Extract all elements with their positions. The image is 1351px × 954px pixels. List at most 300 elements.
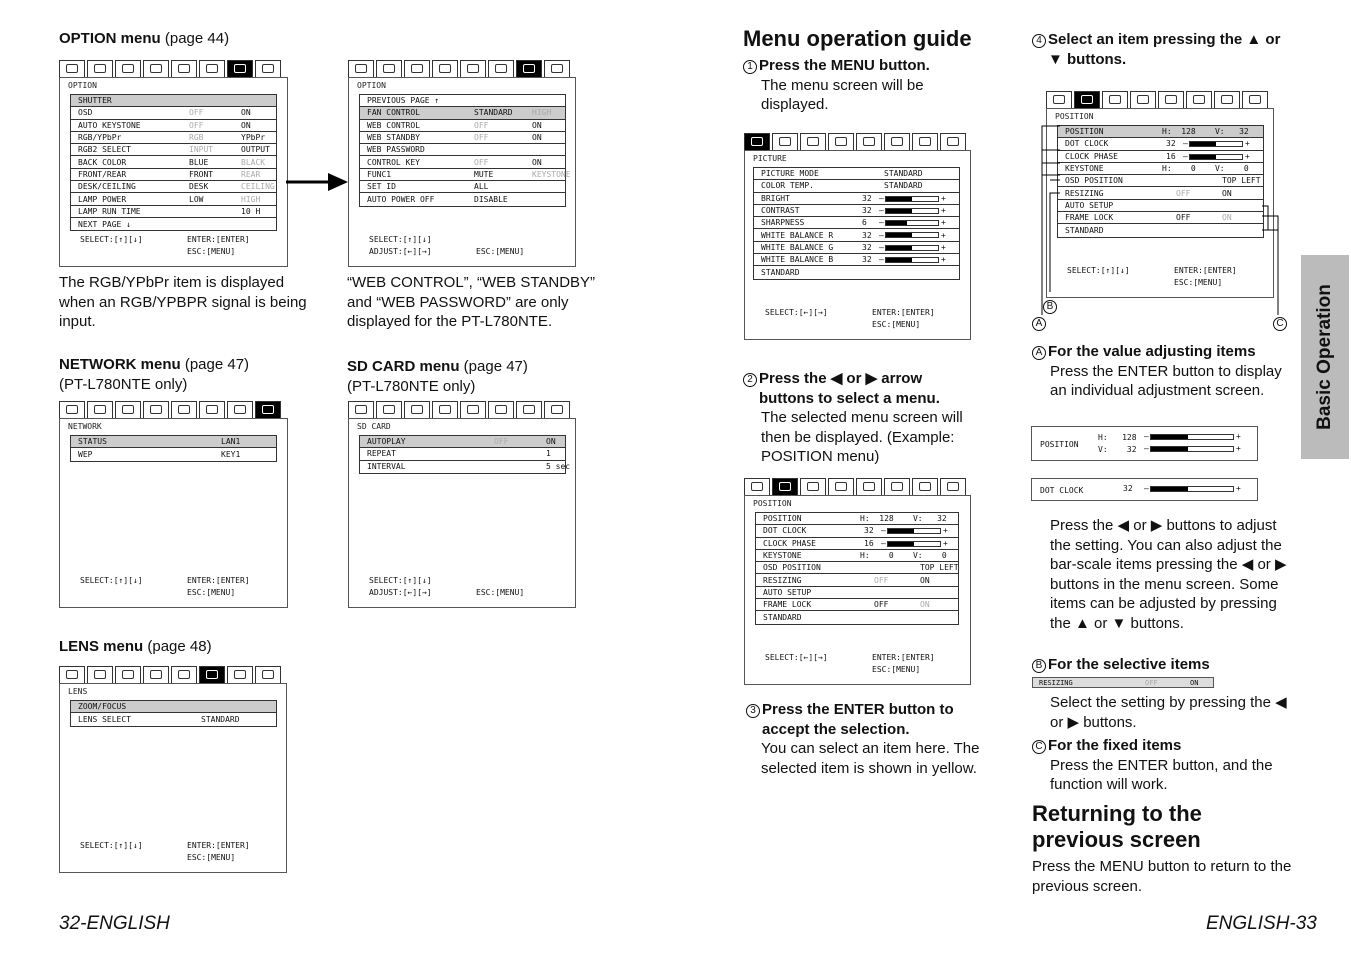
menu-title: OPTION <box>68 81 97 90</box>
bar-scale <box>887 541 941 547</box>
menu-row-label: LAMP RUN TIME <box>78 206 141 216</box>
plus-icon: + <box>1245 139 1250 149</box>
menu-row-label: DOT CLOCK <box>1065 139 1109 149</box>
menu-row-option-a: STANDARD <box>474 108 513 118</box>
menu-row-label: POSITION <box>763 514 802 524</box>
menu-footer-enter: ENTER:[ENTER] ESC:[MENU] <box>1174 266 1237 287</box>
network-menu-screen <box>59 401 288 608</box>
menu-row-label: AUTO SETUP <box>763 587 812 597</box>
menu-tab-icon <box>404 60 430 77</box>
menu-item-table <box>359 94 571 207</box>
menu-tab-icon <box>255 60 281 77</box>
menu-row <box>360 448 565 460</box>
bar-scale <box>885 196 939 202</box>
menu-footer-enter: ENTER:[ENTER] ESC:[MENU] <box>872 653 935 674</box>
plus-icon: + <box>941 193 946 203</box>
menu-tab-icon <box>940 478 966 495</box>
menu-row-option-a: OFF <box>189 108 204 118</box>
menu-row-option-b: STANDARD <box>884 181 923 191</box>
menu-item-table <box>70 94 277 231</box>
menu-row <box>360 461 571 473</box>
plus-icon: + <box>941 218 946 228</box>
menu-row-option-a: RGB <box>189 133 204 143</box>
menu-row <box>71 169 276 181</box>
menu-row <box>360 120 565 132</box>
menu-row-option-b: 1 <box>546 449 551 459</box>
menu-row-label: FRAME LOCK <box>1065 213 1114 223</box>
menu-row-label: CONTROL KEY <box>367 157 420 167</box>
step-1: 1 Press the MENU button. The menu screen will be displayed. <box>743 56 963 115</box>
menu-row <box>71 206 276 218</box>
menu-row <box>360 436 565 448</box>
menu-footer-select: SELECT:[↑][↓] <box>1067 266 1130 275</box>
menu-row-option-b: ON <box>241 120 251 130</box>
page-number-right: ENGLISH-33 <box>1206 913 1317 934</box>
menu-row-label: PICTURE MODE <box>761 169 819 179</box>
menu-tab-icon <box>772 133 798 150</box>
menu-row <box>360 181 565 193</box>
menu-row <box>754 217 959 229</box>
menu-item-table <box>755 512 959 625</box>
menu-row <box>360 193 565 205</box>
minus-icon: – <box>879 206 884 216</box>
bar-scale <box>885 220 939 226</box>
menu-tab-icon <box>199 666 225 683</box>
menu-tab-icon <box>800 133 826 150</box>
menu-row-label: AUTO POWER OFF <box>367 195 435 205</box>
menu-tab-icon <box>143 60 169 77</box>
menu-row <box>71 436 276 448</box>
bar-scale <box>885 245 939 251</box>
menu-row-option-a: OFF <box>474 157 489 167</box>
menu-tab-icon <box>59 60 85 77</box>
menu-row-hv: H: 128 V: 32 <box>1162 127 1249 137</box>
menu-row-option-b: BLACK <box>241 157 266 167</box>
menu-row-option-a: OFF <box>494 437 509 447</box>
sdcard-menu-screen <box>348 401 576 608</box>
menu-tab-icon <box>1214 91 1240 108</box>
plus-icon: + <box>941 206 946 216</box>
menu-row-label: AUTO KEYSTONE <box>78 120 141 130</box>
menu-row-label: AUTO SETUP <box>1065 200 1114 210</box>
menu-row-option-a: OFF <box>474 120 489 130</box>
menu-row-value: 32 <box>862 206 872 216</box>
menu-operation-heading: Menu operation guide <box>743 26 972 51</box>
sdcard-menu-caption: SD CARD menu (page 47) (PT-L780NTE only) <box>347 358 528 395</box>
menu-tab-icon <box>432 60 458 77</box>
position-adjust-box: POSITION H: 128 V: 32 – + – + <box>1031 426 1258 461</box>
menu-row-option-b: ON <box>532 133 542 143</box>
menu-row <box>756 513 958 525</box>
menu-row-option-a: BLUE <box>189 157 209 167</box>
plus-icon: + <box>943 526 948 536</box>
menu-tab-icon <box>199 60 225 77</box>
menu-tab-icon <box>516 60 542 77</box>
picture-menu-screen <box>744 133 971 340</box>
arrow-right-icon <box>286 170 348 194</box>
menu-row <box>71 120 276 132</box>
menu-title: POSITION <box>753 499 792 508</box>
menu-row-option-b: STANDARD <box>884 169 923 179</box>
menu-tab-icon <box>404 401 430 418</box>
menu-row-label: INTERVAL <box>367 462 406 472</box>
menu-tab-icon <box>800 478 826 495</box>
menu-row-label: REPEAT <box>367 449 396 459</box>
menu-row-option-a: OFF <box>874 600 889 610</box>
adjust-description: Press the ◀ or ▶ buttons to adjust the setting. You can also adjust the bar-scale items pressing the ◀ or ▶ buttons in the menu screen. Some items can be adjusted by pressing the ▲ or ▼ buttons. <box>1050 517 1287 632</box>
menu-tab-icon <box>884 133 910 150</box>
menu-tab-icon <box>1102 91 1128 108</box>
menu-footer-enter: ENTER:[ENTER] ESC:[MENU] <box>872 308 935 329</box>
menu-row-option-a: OFF <box>474 133 489 143</box>
menu-row <box>71 193 276 205</box>
menu-row-label: RESIZING <box>763 575 802 585</box>
menu-row-option-a: LOW <box>189 194 204 204</box>
menu-row-option-a: OFF <box>1176 213 1191 223</box>
menu-row-label: KEYSTONE <box>763 551 802 561</box>
minus-icon: – <box>879 193 884 203</box>
dot-clock-adjust-box: DOT CLOCK 32 – + <box>1031 478 1258 501</box>
menu-footer-enter: ESC:[MENU] <box>476 247 525 256</box>
menu-row-option-b: ON <box>546 437 556 447</box>
menu-row-option-a: MUTE <box>474 169 494 179</box>
menu-tab-icon <box>115 666 141 683</box>
menu-row <box>71 448 276 460</box>
bar-scale <box>885 232 939 238</box>
menu-row <box>756 538 958 550</box>
menu-row-option-a: OFF <box>1176 188 1191 198</box>
item-type-brackets <box>1030 120 1292 335</box>
menu-row-label: WHITE BALANCE R <box>761 230 834 240</box>
menu-tab-icon <box>828 478 854 495</box>
menu-footer-select: SELECT:[↑][↓] <box>80 235 143 244</box>
menu-row-label: ZOOM/FOCUS <box>78 702 127 712</box>
menu-row-value: 32 <box>1166 139 1176 149</box>
menu-tab-icon <box>348 60 374 77</box>
menu-row-label: NEXT PAGE ↓ <box>78 219 131 229</box>
menu-row <box>360 156 565 168</box>
lens-menu-screen <box>59 666 287 873</box>
menu-tab-icon <box>488 401 514 418</box>
menu-row-option-b: HIGH <box>532 108 552 118</box>
menu-row-label: WEB CONTROL <box>367 120 420 130</box>
network-menu-caption: NETWORK menu (page 47) (PT-L780NTE only) <box>59 356 250 393</box>
menu-row <box>756 587 958 599</box>
basic-operation-tab: Basic Operation <box>1301 255 1349 459</box>
menu-tab-icon <box>744 478 770 495</box>
menu-row-label: FRONT/REAR <box>78 169 127 179</box>
menu-row-label: SHUTTER <box>78 96 112 106</box>
menu-tab-icon <box>912 478 938 495</box>
menu-row-option-b: ON <box>920 575 930 585</box>
resizing-example: RESIZING OFF ON <box>1032 677 1214 688</box>
menu-footer-select: SELECT:[↑][↓] <box>80 576 143 585</box>
step-4: 4 Select an item pressing the ▲ or ▼ buttons. <box>1032 30 1287 69</box>
option-menu-screen-1 <box>59 60 288 267</box>
menu-item-table <box>70 435 277 462</box>
menu-row-option-b: LAN1 <box>221 437 241 447</box>
menu-tab-icon <box>940 133 966 150</box>
menu-row-value: 6 <box>862 218 867 228</box>
option-menu-caption: OPTION menu (page 44) <box>59 30 230 47</box>
menu-row-label: OSD POSITION <box>1065 176 1123 186</box>
menu-row-label: STANDARD <box>1065 226 1104 236</box>
menu-tabs <box>744 478 968 495</box>
marker-c: C <box>1273 317 1287 331</box>
menu-frame <box>59 418 288 608</box>
selective-items-heading: B For the selective items <box>1032 655 1210 675</box>
menu-row-label: SET ID <box>367 182 396 192</box>
menu-tab-icon <box>199 401 225 418</box>
menu-row-label: WHITE BALANCE G <box>761 242 834 252</box>
menu-row-option-a: DISABLE <box>474 195 508 205</box>
menu-row <box>754 266 959 278</box>
menu-tab-icon <box>744 133 770 150</box>
menu-tabs <box>59 666 283 683</box>
menu-row-label: BACK COLOR <box>78 157 127 167</box>
menu-row-option-a: FRONT <box>189 169 214 179</box>
menu-footer-enter: ESC:[MENU] <box>476 588 525 597</box>
menu-footer-select: SELECT:[↑][↓] ADJUST:[←][→] <box>369 576 432 597</box>
menu-row-label: BRIGHT <box>761 193 790 203</box>
menu-tab-icon <box>828 133 854 150</box>
menu-tabs <box>744 133 968 150</box>
menu-row-option-b: CEILING <box>241 182 275 192</box>
menu-row-value: 32 <box>862 242 872 252</box>
step-2: 2 Press the ◀ or ▶ arrow buttons to select a menu. The selected menu screen will then be displayed. (Example: POSITION menu) <box>743 369 983 467</box>
menu-tab-icon <box>772 478 798 495</box>
menu-tab-icon <box>460 60 486 77</box>
menu-tab-icon <box>227 666 253 683</box>
menu-row-label: RGB/YPbPr <box>78 133 122 143</box>
menu-row-label: WEP <box>78 449 93 459</box>
menu-tab-icon <box>87 666 113 683</box>
menu-row-option-b: TOP LEFT <box>1222 176 1261 186</box>
menu-row-option-a: ALL <box>474 182 489 192</box>
selective-items-text: Select the setting by pressing the ◀ or ▶ buttons. <box>1050 694 1287 731</box>
menu-frame <box>59 683 287 873</box>
menu-row-label: WEB STANDBY <box>367 133 420 143</box>
menu-row-option-a: INPUT <box>189 145 214 155</box>
menu-row-label: RGB2 SELECT <box>78 145 131 155</box>
menu-row-label: WEB PASSWORD <box>367 145 425 155</box>
menu-row <box>71 156 276 168</box>
menu-tab-icon <box>143 401 169 418</box>
menu-row <box>71 132 276 144</box>
marker-b: B <box>1043 300 1057 314</box>
menu-footer-enter: ENTER:[ENTER] ESC:[MENU] <box>187 235 250 256</box>
menu-tab-icon <box>376 401 402 418</box>
bar-scale <box>885 257 939 263</box>
menu-tab-icon <box>488 60 514 77</box>
menu-row-label: CONTRAST <box>761 206 800 216</box>
menu-tab-icon <box>1242 91 1268 108</box>
marker-a: A <box>1032 317 1046 331</box>
menu-row-value: 32 <box>862 193 872 203</box>
menu-row <box>754 254 959 266</box>
menu-row-label: CLOCK PHASE <box>763 538 816 548</box>
menu-row-label: FAN CONTROL <box>367 108 420 118</box>
menu-row-value: 16 <box>864 538 874 548</box>
menu-row-option-a: OFF <box>189 120 204 130</box>
menu-tab-icon <box>59 666 85 683</box>
menu-tab-icon <box>143 666 169 683</box>
menu-row-option-b: STANDARD <box>201 714 240 724</box>
minus-icon: – <box>1183 139 1188 149</box>
menu-footer-select: SELECT:[↑][↓] ADJUST:[←][→] <box>369 235 432 256</box>
menu-row <box>71 181 276 193</box>
menu-row <box>71 107 276 119</box>
menu-row-option-b: KEYSTONE <box>532 169 571 179</box>
menu-row-option-b: HIGH <box>241 194 261 204</box>
menu-tab-icon <box>1186 91 1212 108</box>
menu-row-hv: H: 128 V: 32 <box>860 514 947 524</box>
web-control-note: “WEB CONTROL”, “WEB STANDBY” and “WEB PASSWORD” are only displayed for the PT-L780NTE. <box>347 274 596 330</box>
menu-tab-icon <box>856 133 882 150</box>
menu-tab-icon <box>544 401 570 418</box>
menu-footer-enter: ENTER:[ENTER] ESC:[MENU] <box>187 576 250 597</box>
menu-row-label: DOT CLOCK <box>763 526 807 536</box>
menu-row-label: LENS SELECT <box>78 714 131 724</box>
menu-tab-icon <box>460 401 486 418</box>
menu-tab-icon <box>227 60 253 77</box>
menu-frame <box>744 150 971 340</box>
menu-tab-icon <box>115 60 141 77</box>
menu-row <box>756 611 958 623</box>
menu-row <box>756 574 958 586</box>
minus-icon: – <box>881 538 886 548</box>
menu-row <box>71 218 276 230</box>
menu-row-label: RESIZING <box>1065 188 1104 198</box>
menu-row-option-b: 5 sec <box>546 462 571 472</box>
returning-text: Press the MENU button to return to the previous screen. <box>1032 858 1292 895</box>
menu-row-option-a: DESK <box>189 182 209 192</box>
plus-icon: + <box>941 230 946 240</box>
menu-row-label: LAMP POWER <box>78 194 127 204</box>
menu-row <box>754 205 959 217</box>
menu-frame <box>59 77 288 267</box>
menu-row <box>360 132 565 144</box>
menu-footer-enter: ENTER:[ENTER] ESC:[MENU] <box>187 841 250 862</box>
menu-tab-icon <box>1074 91 1100 108</box>
plus-icon: + <box>1245 151 1250 161</box>
plus-icon: + <box>943 538 948 548</box>
menu-title: PICTURE <box>753 154 787 163</box>
menu-item-table <box>359 435 571 474</box>
menu-tab-icon <box>1046 91 1072 108</box>
plus-icon: + <box>941 242 946 252</box>
position-menu-screen <box>744 478 971 685</box>
minus-icon: – <box>1183 151 1188 161</box>
menu-row-option-b: ON <box>920 600 930 610</box>
menu-tab-icon <box>912 133 938 150</box>
menu-item-table <box>70 700 277 727</box>
menu-footer-select: SELECT:[←][→] <box>765 653 828 662</box>
menu-row-label: OSD <box>78 108 93 118</box>
page-number-left: 32-ENGLISH <box>59 913 170 934</box>
menu-row-label: STANDARD <box>761 268 800 278</box>
menu-tab-icon <box>1158 91 1184 108</box>
minus-icon: – <box>879 242 884 252</box>
fixed-items-section: C For the fixed items Press the ENTER button, and the function will work. <box>1032 736 1297 795</box>
menu-tab-icon <box>348 401 374 418</box>
menu-row-label: FUNC1 <box>367 169 392 179</box>
menu-tab-icon <box>59 401 85 418</box>
menu-row <box>360 144 565 156</box>
lens-menu-caption: LENS menu (page 48) <box>59 638 212 655</box>
menu-tab-icon <box>171 401 197 418</box>
menu-tab-icon <box>432 401 458 418</box>
menu-tabs <box>348 60 572 77</box>
menu-row-value: 32 <box>864 526 874 536</box>
menu-row-option-b: ON <box>1222 188 1232 198</box>
menu-tab-icon <box>115 401 141 418</box>
menu-row-label: STATUS <box>78 437 107 447</box>
menu-row <box>756 562 958 574</box>
menu-frame <box>744 495 971 685</box>
menu-row-value: 32 <box>862 255 872 265</box>
menu-row-option-b: ON <box>532 120 542 130</box>
menu-row-option-b: 10 H <box>241 206 261 216</box>
menu-row-option-b: ON <box>1222 213 1232 223</box>
menu-row <box>360 107 565 119</box>
menu-tab-icon <box>255 666 281 683</box>
menu-footer-select: SELECT:[↑][↓] <box>80 841 143 850</box>
menu-footer-select: SELECT:[←][→] <box>765 308 828 317</box>
menu-row <box>71 144 276 156</box>
menu-title: SD CARD <box>357 422 391 431</box>
menu-row <box>360 95 565 107</box>
menu-tabs <box>59 60 283 77</box>
menu-tab-icon <box>87 401 113 418</box>
menu-title: LENS <box>68 687 88 696</box>
menu-frame <box>348 77 576 267</box>
menu-row <box>754 193 959 205</box>
menu-tab-icon <box>1130 91 1156 108</box>
menu-row-label: KEYSTONE <box>1065 164 1104 174</box>
menu-tab-icon <box>171 666 197 683</box>
menu-row <box>756 599 958 611</box>
menu-row-label: AUTOPLAY <box>367 437 406 447</box>
menu-row <box>754 229 959 241</box>
menu-row-option-b: ON <box>241 108 251 118</box>
bar-scale <box>885 208 939 214</box>
menu-row-option-b: TOP LEFT <box>920 563 959 573</box>
menu-row-option-b: OUTPUT <box>241 145 270 155</box>
rgb-ypbpr-note: The RGB/YPbPr item is displayed when an RGB/YPBPR signal is being input. <box>59 274 307 330</box>
minus-icon: – <box>879 218 884 228</box>
menu-tab-icon <box>884 478 910 495</box>
menu-title: POSITION <box>1055 112 1094 121</box>
menu-row <box>71 713 276 725</box>
menu-row-option-b: ON <box>532 157 542 167</box>
menu-row <box>756 525 958 537</box>
menu-row-label: DESK/CEILING <box>78 182 136 192</box>
menu-tab-icon <box>87 60 113 77</box>
menu-row-value: 32 <box>862 230 872 240</box>
menu-row-hv: H: 0 V: 0 <box>860 551 947 561</box>
menu-tab-icon <box>516 401 542 418</box>
menu-tabs <box>1046 91 1270 108</box>
menu-row-label: WHITE BALANCE B <box>761 255 834 265</box>
menu-row <box>71 701 276 713</box>
menu-row-label: COLOR TEMP. <box>761 181 814 191</box>
minus-icon: – <box>879 255 884 265</box>
menu-title: OPTION <box>357 81 386 90</box>
plus-icon: + <box>941 255 946 265</box>
menu-tab-icon <box>376 60 402 77</box>
menu-tabs <box>348 401 572 418</box>
